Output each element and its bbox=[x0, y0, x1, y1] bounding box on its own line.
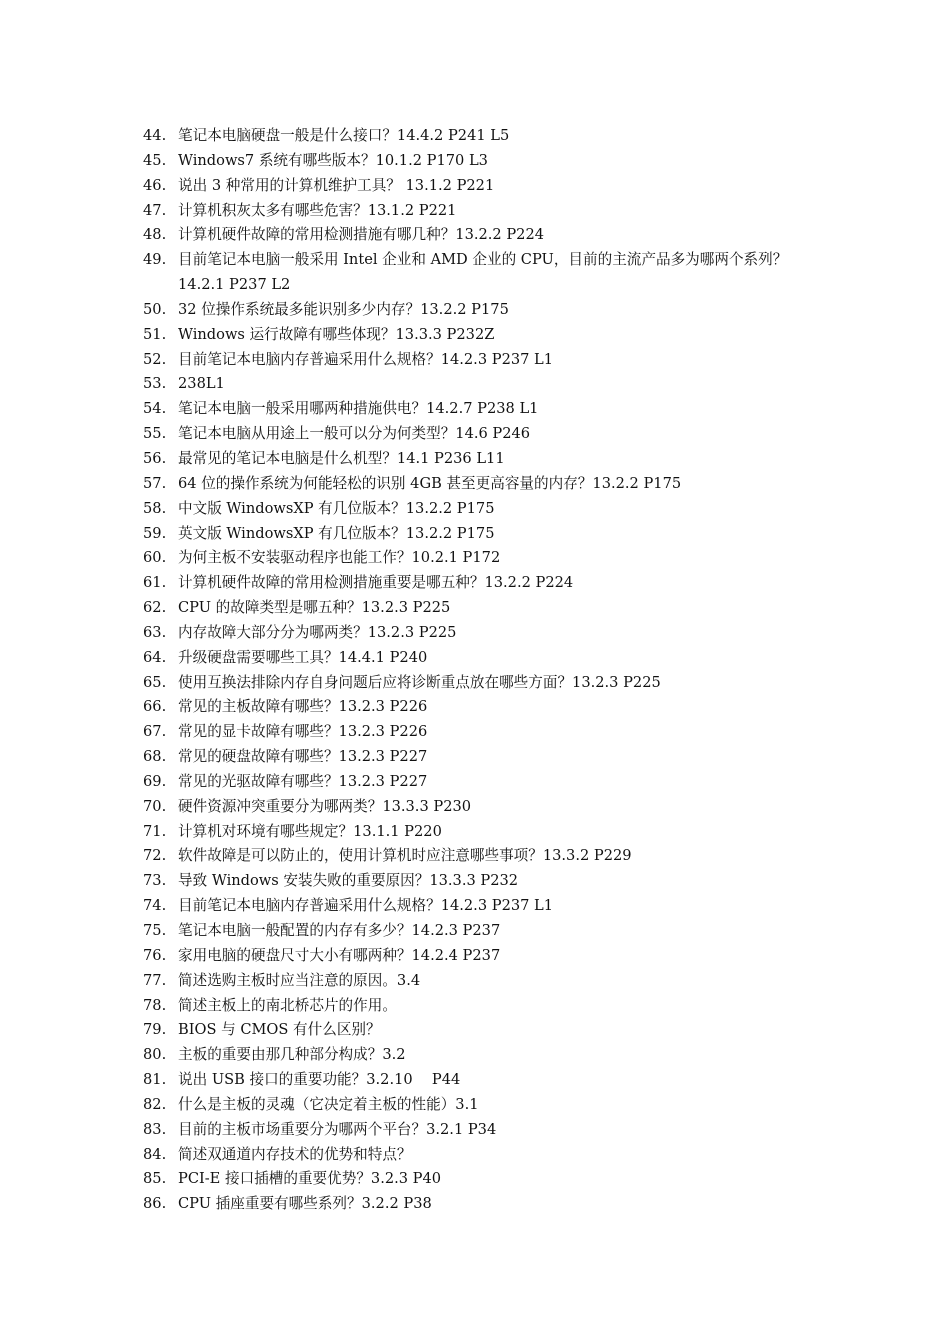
question-number: 45. bbox=[143, 151, 167, 169]
question-item bbox=[143, 745, 833, 770]
question-number: 76. bbox=[143, 946, 167, 964]
question-item bbox=[143, 522, 833, 547]
question-text: 目前笔记本电脑一般采用 Intel 企业和 AMD 企业的 CPU，目前的主流产品多为哪两个系列？14.2.1 P237 L2 bbox=[178, 251, 788, 294]
question-number: 51. bbox=[143, 325, 167, 343]
question-number: 84. bbox=[143, 1145, 167, 1163]
question-number: 85. bbox=[143, 1170, 167, 1188]
question-text: 笔记本电脑一般配置的内存有多少？14.2.3 P237 bbox=[178, 922, 501, 939]
question-text: 使用互换法排除内存自身问题后应将诊断重点放在哪些方面？13.2.3 P225 bbox=[178, 673, 661, 691]
question-number: 70. bbox=[143, 797, 167, 815]
question-item bbox=[143, 397, 833, 422]
question-item bbox=[143, 348, 833, 373]
question-number: 56. bbox=[143, 449, 167, 467]
question-number: 50. bbox=[143, 300, 167, 318]
question-item bbox=[143, 770, 833, 795]
question-number: 74. bbox=[143, 897, 167, 915]
question-number: 61. bbox=[143, 574, 167, 592]
question-text: CPU 插座重要有哪些系列？3.2.2 P38 bbox=[178, 1195, 432, 1213]
question-text: CPU 的故障类型是哪五种？13.2.3 P225 bbox=[178, 599, 451, 617]
question-number: 64. bbox=[143, 648, 167, 666]
question-item bbox=[143, 795, 833, 820]
question-text: 简述双通道内存技术的优势和特点？ bbox=[178, 1145, 412, 1163]
question-text: 常见的硬盘故障有哪些？13.2.3 P227 bbox=[178, 748, 428, 766]
question-item bbox=[143, 223, 833, 248]
question-item bbox=[143, 1118, 833, 1143]
question-item bbox=[143, 447, 833, 472]
question-item bbox=[143, 844, 833, 869]
question-text: 什么是主板的灵魂（它决定着主板的性能）3.1 bbox=[178, 1095, 479, 1113]
question-item bbox=[143, 1068, 833, 1093]
question-number: 66. bbox=[143, 698, 167, 716]
question-item bbox=[143, 372, 833, 397]
question-text: 说出 3 种常用的计算机维护工具？ 13.1.2 P221 bbox=[178, 176, 495, 194]
question-text: 238L1 bbox=[178, 375, 225, 393]
question-text: 主板的重要由那几种部分构成？3.2 bbox=[178, 1046, 406, 1064]
question-number: 60. bbox=[143, 549, 167, 567]
question-number: 55. bbox=[143, 425, 167, 443]
question-text: 目前的主板市场重要分为哪两个平台？3.2.1 P34 bbox=[178, 1120, 497, 1138]
question-text: BIOS 与 CMOS 有什么区别？ bbox=[178, 1021, 381, 1039]
question-number: 58. bbox=[143, 499, 167, 517]
question-number: 72. bbox=[143, 847, 167, 865]
question-number: 75. bbox=[143, 922, 167, 939]
question-item bbox=[143, 919, 833, 944]
question-item bbox=[143, 621, 833, 646]
question-text: 计算机对环境有哪些规定？13.1.1 P220 bbox=[178, 822, 442, 840]
question-number: 44. bbox=[143, 127, 167, 144]
question-item bbox=[143, 1018, 833, 1043]
question-text: PCI-E 接口插槽的重要优势？3.2.3 P40 bbox=[178, 1170, 442, 1188]
question-text: 英文版 WindowsXP 有几位版本？13.2.2 P175 bbox=[178, 524, 495, 542]
question-number: 73. bbox=[143, 872, 167, 890]
question-item bbox=[143, 944, 833, 969]
question-text: 32 位操作系统最多能识别多少内存？13.2.2 P175 bbox=[178, 300, 509, 318]
question-number: 48. bbox=[143, 226, 167, 244]
question-text: 内存故障大部分分为哪两类？13.2.3 P225 bbox=[178, 623, 457, 641]
question-number: 52. bbox=[143, 350, 167, 368]
question-number: 57. bbox=[143, 474, 167, 492]
question-number: 68. bbox=[143, 748, 167, 766]
question-item bbox=[143, 124, 833, 149]
question-number: 63. bbox=[143, 623, 167, 641]
question-number: 69. bbox=[143, 772, 167, 790]
question-number: 67. bbox=[143, 723, 167, 741]
question-item bbox=[143, 1093, 833, 1118]
question-item bbox=[143, 1167, 833, 1192]
question-item bbox=[143, 695, 833, 720]
question-number: 77. bbox=[143, 971, 167, 989]
question-number: 53. bbox=[143, 375, 167, 393]
question-number: 71. bbox=[143, 822, 167, 840]
question-text: 64 位的操作系统为何能轻松的识别 4GB 甚至更高容量的内存？13.2.2 P175 bbox=[178, 474, 682, 492]
question-item bbox=[143, 1143, 833, 1168]
question-item bbox=[143, 497, 833, 522]
question-text: 导致 Windows 安装失败的重要原因？13.3.3 P232 bbox=[178, 872, 519, 890]
question-text: Windows7 系统有哪些版本？10.1.2 P170 L3 bbox=[178, 151, 488, 169]
question-text: 常见的显卡故障有哪些？13.2.3 P226 bbox=[178, 723, 428, 741]
question-item bbox=[143, 571, 833, 596]
question-number: 80. bbox=[143, 1046, 167, 1064]
question-text: 笔记本电脑一般采用哪两种措施供电？14.2.7 P238 L1 bbox=[178, 400, 539, 418]
question-item bbox=[143, 869, 833, 894]
question-text: 常见的光驱故障有哪些？13.2.3 P227 bbox=[178, 772, 428, 790]
question-item bbox=[143, 323, 833, 348]
question-text: Windows 运行故障有哪些体现？13.3.3 P232Z bbox=[178, 325, 495, 343]
question-text: 计算机硬件故障的常用检测措施有哪几种？13.2.2 P224 bbox=[178, 226, 545, 244]
question-text: 说出 USB 接口的重要功能？3.2.10 P44 bbox=[178, 1071, 461, 1089]
question-item bbox=[143, 149, 833, 174]
question-item bbox=[143, 1192, 833, 1217]
question-item bbox=[143, 646, 833, 671]
question-number: 65. bbox=[143, 673, 167, 691]
question-number: 81. bbox=[143, 1071, 167, 1089]
question-text: 升级硬盘需要哪些工具？14.4.1 P240 bbox=[178, 648, 428, 666]
question-item bbox=[143, 174, 833, 199]
question-item bbox=[143, 546, 833, 571]
question-item bbox=[143, 422, 833, 447]
question-text: 硬件资源冲突重要分为哪两类？13.3.3 P230 bbox=[178, 797, 472, 815]
question-item bbox=[143, 969, 833, 994]
question-text: 中文版 WindowsXP 有几位版本？13.2.2 P175 bbox=[178, 499, 495, 517]
question-item bbox=[143, 248, 833, 298]
question-number: 47. bbox=[143, 201, 167, 219]
question-number: 82. bbox=[143, 1095, 167, 1113]
question-item bbox=[143, 472, 833, 497]
question-text: 笔记本电脑硬盘一般是什么接口？14.4.2 P241 L5 bbox=[178, 127, 510, 144]
question-number: 46. bbox=[143, 176, 167, 194]
question-text: 计算机积灰太多有哪些危害？13.1.2 P221 bbox=[178, 201, 457, 219]
question-text: 简述主板上的南北桥芯片的作用。 bbox=[178, 996, 397, 1014]
question-text: 最常见的笔记本电脑是什么机型？14.1 P236 L11 bbox=[178, 449, 505, 467]
question-number: 83. bbox=[143, 1120, 167, 1138]
question-item bbox=[143, 298, 833, 323]
question-number: 86. bbox=[143, 1195, 167, 1213]
question-number: 49. bbox=[143, 251, 167, 269]
question-text: 目前笔记本电脑内存普遍采用什么规格？14.2.3 P237 L1 bbox=[178, 897, 554, 915]
question-number: 59. bbox=[143, 524, 167, 542]
question-text: 计算机硬件故障的常用检测措施重要是哪五种？13.2.2 P224 bbox=[178, 574, 574, 592]
question-text: 目前笔记本电脑内存普遍采用什么规格？14.2.3 P237 L1 bbox=[178, 350, 554, 368]
question-number: 78. bbox=[143, 996, 167, 1014]
question-text: 为何主板不安装驱动程序也能工作？10.2.1 P172 bbox=[178, 549, 501, 567]
question-item bbox=[143, 994, 833, 1019]
question-text: 笔记本电脑从用途上一般可以分为何类型？14.6 P246 bbox=[178, 425, 531, 443]
question-item bbox=[143, 720, 833, 745]
question-number: 62. bbox=[143, 599, 167, 617]
question-text: 家用电脑的硬盘尺寸大小有哪两种？14.2.4 P237 bbox=[178, 946, 501, 964]
question-text: 软件故障是可以防止的，使用计算机时应注意哪些事项？13.3.2 P229 bbox=[178, 847, 632, 865]
question-number: 79. bbox=[143, 1021, 167, 1039]
question-number: 54. bbox=[143, 400, 167, 418]
question-list bbox=[143, 124, 833, 1217]
question-item bbox=[143, 199, 833, 224]
question-item bbox=[143, 671, 833, 696]
question-text: 常见的主板故障有哪些？13.2.3 P226 bbox=[178, 698, 428, 716]
question-text: 简述选购主板时应当注意的原因。3.4 bbox=[178, 971, 421, 989]
question-item bbox=[143, 1043, 833, 1068]
question-item bbox=[143, 596, 833, 621]
question-item bbox=[143, 894, 833, 919]
question-item bbox=[143, 820, 833, 845]
